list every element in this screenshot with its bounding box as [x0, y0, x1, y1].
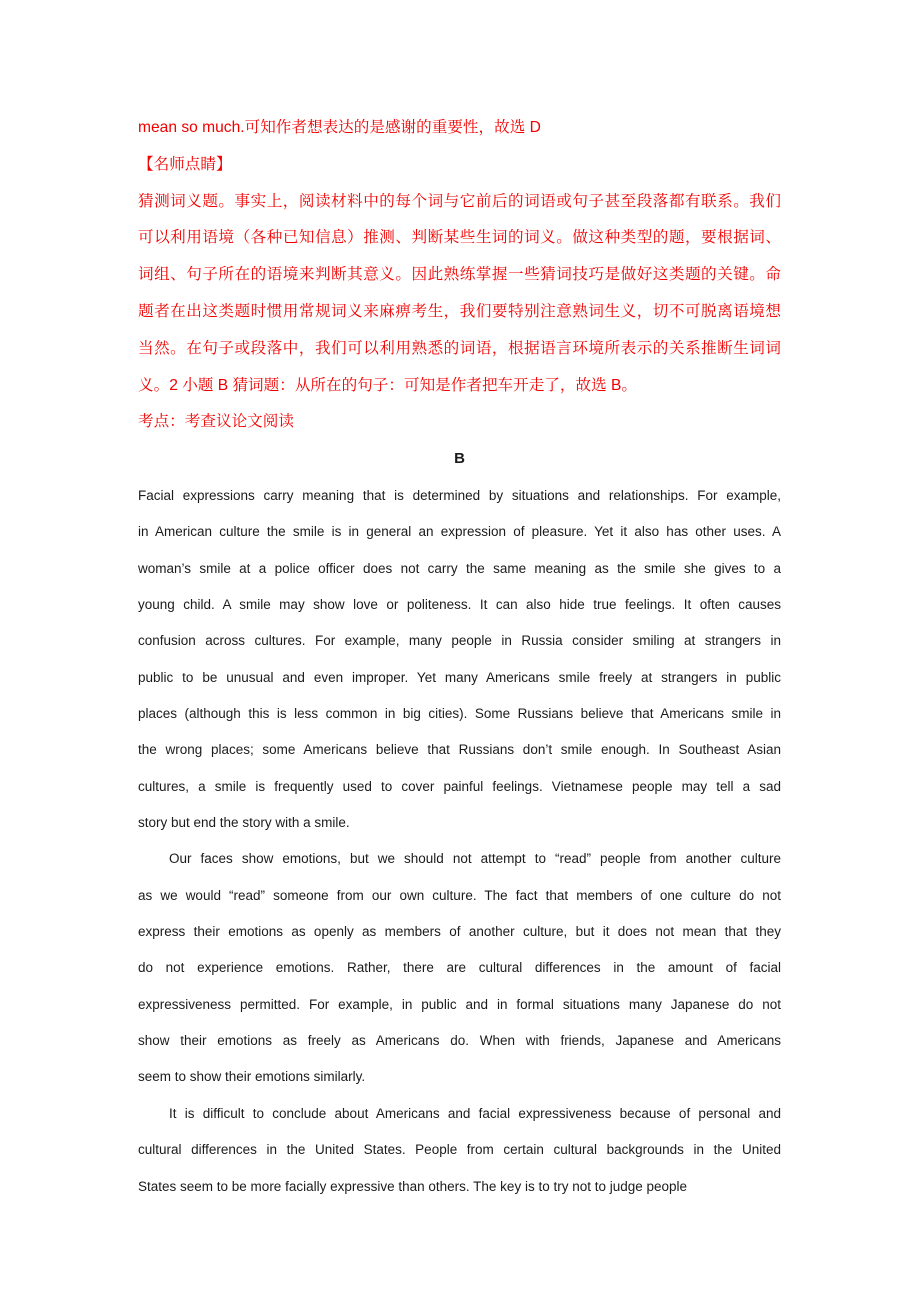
passage-line: public to be unusual and even improper. Yet many Americans smile freely at strangers in public	[138, 669, 781, 685]
analysis-line: 可以利用语境（各种已知信息）推测、判断某些生词的词义。做这种类型的题，要根据词、	[138, 229, 781, 247]
passage-line: confusion across cultures. For example, many people in Russia consider smiling at strangers in	[138, 633, 781, 649]
passage-line: woman’s smile at a police officer does not carry the same meaning as the smile she gives to a	[138, 560, 781, 576]
passage-line: expressiveness permitted. For example, in public and in formal situations many Japanese do not	[138, 996, 781, 1012]
analysis-line: 当然。在句子或段落中，我们可以利用熟悉的词语，根据语言环境所表示的关系推断生词词	[138, 339, 781, 357]
passage	[138, 478, 781, 1205]
teacher-tip-heading: 【名师点睛】	[138, 155, 232, 173]
passage-line: show their emotions as freely as Americans do. When with friends, Japanese and Americans	[138, 1033, 781, 1049]
section-b-heading: B	[454, 450, 465, 468]
passage-line: the wrong places; some Americans believe that Russians don’t smile enough. In Southeast Asian	[138, 742, 781, 758]
answer-comment-line: mean so much.可知作者想表达的是感谢的重要性，故选 D	[138, 119, 541, 136]
passage-line: as we would “read” someone from our own culture. The fact that members of one culture do not	[138, 887, 781, 903]
passage-line: places (although this is less common in big cities). Some Russians believe that Americans smile in	[138, 706, 781, 722]
analysis-line: 义。2 小题 B 猜词题：从所在的句子：可知是作者把车开走了，故选 B。	[138, 376, 638, 394]
passage-line: express their emotions as openly as members of another culture, but it does not mean that they	[138, 924, 781, 940]
passage-line: in American culture the smile is in general an expression of pleasure. Yet it also has other uses. A	[138, 524, 781, 540]
passage-line: Our faces show emotions, but we should not attempt to “read” people from another culture	[169, 851, 781, 867]
analysis-body	[138, 184, 781, 405]
analysis-line: 猜测词义题。事实上，阅读材料中的每个词与它前后的词语或句子甚至段落都有联系。我们	[138, 192, 781, 210]
passage-line: It is difficult to conclude about Americans and facial expressiveness because of personal and	[169, 1105, 781, 1121]
passage-line: cultures, a smile is frequently used to cover painful feelings. Vietnamese people may tell a sad	[138, 778, 781, 794]
passage-line: cultural differences in the United States. People from certain cultural backgrounds in the United	[138, 1142, 781, 1158]
passage-paragraph	[138, 1096, 781, 1205]
passage-line: young child. A smile may show love or politeness. It can also hide true feelings. It often causes	[138, 597, 781, 612]
exam-point-line: 考点：考查议论文阅读	[138, 413, 294, 431]
passage-line: States seem to be more facially expressive than others. The key is to try not to judge people	[138, 1178, 688, 1194]
passage-line: Facial expressions carry meaning that is determined by situations and relationships. For example,	[138, 487, 781, 503]
analysis-line: 题者在出这类题时惯用常规词义来麻痹考生，我们要特别注意熟词生义，切不可脱离语境想	[138, 302, 781, 320]
passage-line: story but end the story with a smile.	[138, 815, 350, 831]
passage-paragraph	[138, 478, 781, 841]
passage-line: seem to show their emotions similarly.	[138, 1069, 366, 1085]
passage-paragraph	[138, 841, 781, 1095]
analysis-line: 词组、句子所在的语境来判断其意义。因此熟练掌握一些猜词技巧是做好这类题的关键。命	[138, 266, 781, 284]
passage-line: do not experience emotions. Rather, there are cultural differences in the amount of facial	[138, 960, 781, 976]
